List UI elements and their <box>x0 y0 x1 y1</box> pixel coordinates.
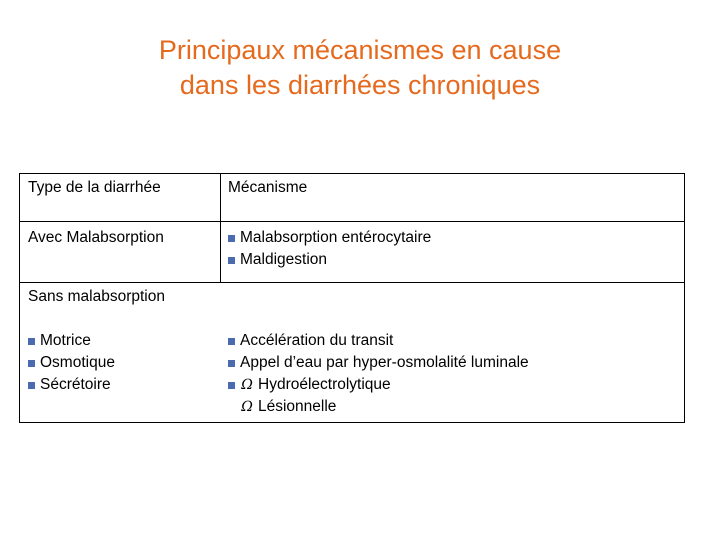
list-item: Maldigestion <box>228 249 431 271</box>
list-item: Appel d’eau par hyper-osmolalité luminale <box>228 352 529 374</box>
slide-title <box>0 33 720 103</box>
bullet-icon <box>228 235 235 242</box>
mechanism-table <box>19 173 685 423</box>
bullet-icon <box>228 382 235 389</box>
bullet-icon <box>28 382 35 389</box>
bullet-icon <box>28 338 35 345</box>
list-item: Ω Lésionnelle <box>228 396 529 418</box>
list-item: Motrice <box>28 330 115 352</box>
title-line-2: dans les diarrhées chroniques <box>179 70 541 100</box>
diarrhea-type-list <box>28 330 115 396</box>
row-label-malabsorption: Avec Malabsorption <box>28 229 164 246</box>
bullet-icon <box>228 338 235 345</box>
list-item: Ω Hydroélectrolytique <box>228 374 529 396</box>
list-item: Osmotique <box>28 352 115 374</box>
header-type: Type de la diarrhée <box>28 179 161 196</box>
sub-bullet-icon: Ω <box>241 377 253 393</box>
bullet-icon <box>228 257 235 264</box>
sub-bullet-icon: Ω <box>241 399 253 415</box>
row-divider <box>20 282 684 283</box>
list-item: Accélération du transit <box>228 330 529 352</box>
header-column-divider <box>220 174 221 221</box>
list-item: Malabsorption entérocytaire <box>228 227 431 249</box>
title-line-1: Principaux mécanismes en cause <box>158 35 562 65</box>
malabsorption-mechanism-list <box>228 227 431 271</box>
bullet-icon <box>228 360 235 367</box>
row-column-divider <box>220 221 221 282</box>
sans-malabsorption-mechanism-list <box>228 330 529 418</box>
list-item: Sécrétoire <box>28 374 115 396</box>
header-divider <box>20 221 684 222</box>
header-mechanism: Mécanisme <box>228 179 308 196</box>
row-label-sans-malabsorption: Sans malabsorption <box>28 288 165 305</box>
bullet-icon <box>28 360 35 367</box>
